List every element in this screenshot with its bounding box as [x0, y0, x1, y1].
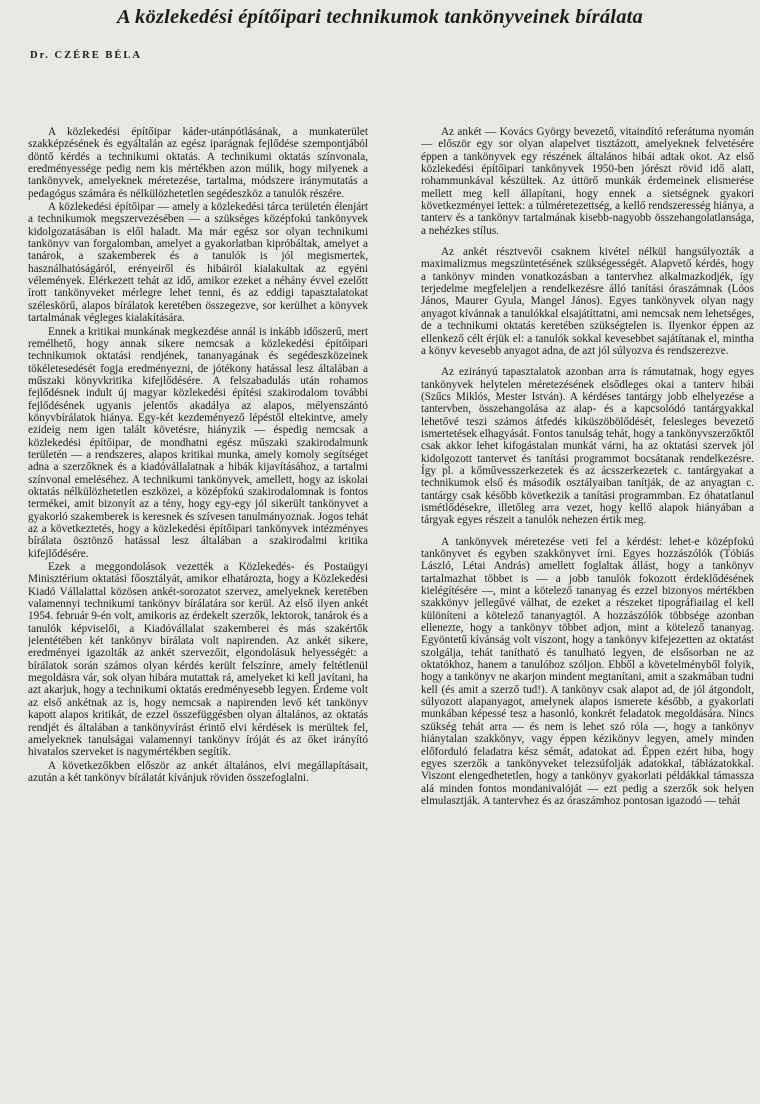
paragraph: Az ankét — Kovács György bevezető, vitaindító referátuma nyomán — először egy sor olyan alapelvet tisztázott, amelyeknek felvetésére éppen a tankönyvek egy részének általános hibái adtak okot. Az első közlekedési építőipari tankönyvek 1950-ben jórészt rövid idő alatt, rohammunkával készültek. Az úttörő munkák érdemeinek elismerése mellett meg kell állapítani, hogy ennek a sietségnek gyakori következményei lettek: a túlméretezettség, a kellő rendszeresség hiánya, a tanterv és a tankönyv tartalmának kisebb-nagyobb összehangolatlansága, a nehézkes stílus. [421, 126, 754, 237]
right-column [421, 126, 754, 1101]
paragraph: A közlekedési építőipar — amely a közlekedési tárca területén élenjárt a technikumok megszervezésében — a szükséges középfokú tankönyvek kidolgozatásában is elől haladt. Ma már egész sor olyan technikumi tankönyv van forgalomban, amelyet a gyakorlatban kipróbáltak, amelyet a tanárok, a szakemberek és a tanulók is jól megismertek, használhatóságáról, erényeiről és hibáiról kialakultak az egyéni vélemények. Elérkezett tehát az idő, amikor ezeket a néhány évvel ezelőtt írott tankönyveket mérlegre lehet tenni, és az eddigi tapasztalatokat széleskörű, alapos bírálatok keretében összegezve, sor kerülhet a könyvek tartalmának végleges kialakítására. [28, 201, 368, 325]
paragraph: Ezek a meggondolások vezették a Közlekedés- és Postaügyi Minisztérium oktatási főosztályát, amikor elhatározta, hogy a Közlekedési Kiadó Vállalattal közösen ankét-sorozatot szervez, amelyeknek keretében valamennyi technikumi tankönyv bírálatára sor kerül. Az első ilyen ankét 1954. február 9-én volt, amikoris az érdekelt szerzők, lektorok, tanárok és a tanulók képviselői, a Kiadóvállalat szakemberei és más szakértők jelentétében két tankönyv bírálata volt napirenden. Az ankét sikere, eredményei igazolták az ankét szervezőit, elgondolásuk helyességét: a bírálatok során számos olyan kérdés került felszínre, amely feltétlenül megoldásra vár, sok olyan hibára mutattak rá, amelyeket ki kell javítani, ha azt akarjuk, hogy a technikumi oktatás eredményesebb legyen. Érdeme volt az első ankétnak az is, hogy nemcsak a napirenden levő két tankönyv kapott alapos kritikát, de ezzel összefüggésben olyan általános, az oktatás rendjét és általában a tankönyvírást érintő elvi kérdések is merültek fel, amelyeknek tanulságai valamennyi tankönyv íróját és az őket irányító hivatalos szerveket is nagymértékben segítik. [28, 561, 368, 759]
paragraph: Ennek a kritikai munkának megkezdése annál is inkább időszerű, mert remélhető, hogy annak sikere nemcsak a közlekedési építőipari technikumok oktatási rendjének, tananyagának és segédeszközeinek tökéletesedését fogja eredményezni, de jótékony hatással lesz általában a műszaki könyvkritika kifejlődésére. A felszabadulás után rohamos fejlődésnek indult új magyar közlekedési építési szakirodalom további fejlődésének ugyanis jelentős akadálya az alapos, mélyenszántó könyvbírálatok hiánya. Egy-két kezdeményező lépéstől eltekintve, amely ezideig nem igen talált követésre, hiányzik — éspedig nemcsak a közlekedési építőipar, de mondhatni egész műszaki szakirodalmunk területén — a rendszeres, alapos kritikai munka, amely komoly segítséget adna a szerzőknek és a kiadóvállalatnak a hibák kijavításához, a tartalmi színvonal emeléséhez. A technikumi tankönyvek, amellett, hogy az iskolai oktatás nélkülözhetetlen eszközei, a középfokú szakirodalomnak is fontos termékei, amit bizonyít az a tény, hogy egy-egy jól sikerült tankönyvet a gyakorló szakemberek is keresnek és szívesen tanulmányoznak. Jogos tehát az a következtetés, hogy a közlekedési építőipari tankönyvek intézményes bírálata ösztönző hatással lesz általában a szakirodalmi kritika kifejlődésére. [28, 325, 368, 560]
left-column [28, 126, 368, 1101]
paragraph: A tankönyvek méretezése veti fel a kérdést: lehet-e középfokú tankönyvet és egyben szakkönyvet írni. Egyes hozzászólók (Tóbiás László, Létai András) amellett foglaltak állást, hogy a tankönyv tartalmazhat többet is — a jobb tanulók fokozott érdeklődésének kielégítésére —, mint a kötelező tananyag és ezzel bizonyos mértékben szakkönyv jellegűvé válhat, de ezeket a részeket tipográfiailag el kell különíteni a kötelező tananyagtól. A hozzászólók többsége azonban ellenezte, hogy a tankönyv többet adjon, mint a kötelező tananyag. Egyöntetű kívánság volt viszont, hogy a tankönyv kifejezetten az oktatást szolgálja, tehát tanítható és tanulható legyen, de elsősorban ne az oktatókhoz, hanem a tanulóhoz szóljon. Ebből a követelményből folyik, hogy a tankönyv ne akarjon mindent megtanítani, amit a szakmában tudni kell (és amit a szerző tud!). A tankönyv csak alapot ad, de jól átgondolt, súlyozott alapanyagot, amelynek alapos ismerete később, a gyakorlati munkában képessé tesz a hasonló, konkrét feladatok megoldására. Nincs szükség tehát arra — és nem is lehet szó róla —, hogy a tankönyv hiánytalan szakkönyv, vagy éppen kézikönyv legyen, amely minden előforduló feladatra kész sémát, adatokat ad. Éppen ezért hiba, hogy egyes szerzők a tankönyveket telezsúfolják adatokkal, táblázatokkal. Viszont elengedhetetlen, hogy a tankönyv gyakorlati példákkal támassza alá minden fontos mondanivalóját — ezt pedig a szerzők sok helyen elmulasztják. A tantervhez és az óraszámhoz pontosan igazodó — tehát [421, 535, 754, 807]
article-author: Dr. CZÉRE BÉLA [30, 50, 142, 61]
paragraph: Az ankét résztvevői csaknem kivétel nélkül hangsúlyozták a maximalizmus megszüntetésének szükségességét. Alapvető kérdés, hogy a tankönyv minden vonatkozásban a tantervhez alkalmazkodjék, így terjedelme megfeleljen a rendelkezésre álló tanítási óraszámnak (Lóos János, Maurer Gyula, Mangel János). Egyes tankönyvek olyan nagy anyagot kívánnak a tanulókkal elsajátíttatni, ami nemcsak nem lehetséges, de a technikumi oktatás keretében szükségtelen is. Ilyenkor éppen az ellenkező célt érjük el: a tanulók sokkal kevesebbet sajátítanak el, mintha a könyv kevesebb anyagot adna, de azt jól súlyozva és rendszerezve. [421, 246, 754, 357]
paragraph: Az ezirányú tapasztalatok azonban arra is rámutatnak, hogy egyes tankönyvek helytelen méretezésének elsődleges okai a tanterv hibái (Szűcs Miklós, Mester István). A kérdéses tantárgy jobb elhelyezése a tantervben, összehangolása az alap- és a kapcsolódó tantárgyakkal lehetővé teszi számos átfedés kiküszöbölődését, felesleges bevezető ismertetések elhagyását. Fontos tanulság tehát, hogy a tankönyvszerzőktől csak akkor lehet kifogástalan munkát várni, ha az oktatási szervek jól kidolgozott tantervet és tanítási programmot bocsátanak rendelkezésre. Így pl. a kőművesszerkezetek és az ácsszerkezetek c. tantárgyakat a technikumok első és második osztályaiban tanítják, de az anyagtan c. tantárgy csak később következik a tanítási programmban. Ez óhatatlanul ismétlődésekre, illetőleg arra vezet, hogy kellő alapok hiányában a tárgyak egyes részeit a tanulók nehezen értik meg. [421, 366, 754, 527]
article-title: A közlekedési építőipari technikumok tankönyveinek bírálata [116, 6, 643, 28]
paragraph: A következőkben először az ankét általános, elvi megállapításait, azután a két tankönyv bírálatát kívánjuk röviden összefoglalni. [28, 759, 368, 784]
paragraph: A közlekedési építőipar káder-utánpótlásának, a munkaterület szakképzésének és egyáltalán az egész iparágnak fejlődése szempontjából döntő kérdés a technikumi oktatás. A technikumi oktatás színvonala, eredményessége pedig nem kis mértékben azon múlik, hogy milyenek a tankönyvek, amelyeknek méretezése, tartalma, módszere iránymutatás a pedagógus számára és nélkülözhetetlen segédeszköz a tanulók részére. [28, 126, 368, 200]
